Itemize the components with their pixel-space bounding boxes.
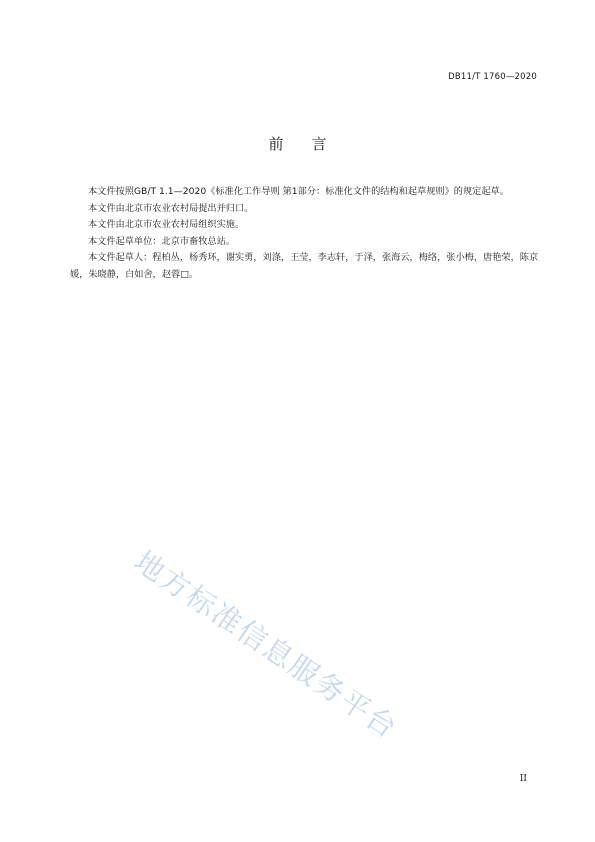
- page-title: 前言: [268, 135, 355, 153]
- watermark: 地方标准信息服务平台: [128, 544, 405, 746]
- body-text: [70, 184, 542, 284]
- page-number: II: [519, 774, 527, 784]
- paragraph: 本文件由北京市农业农村局组织实施。: [88, 219, 245, 231]
- document-code: DB11/T 1760—2020: [448, 72, 537, 82]
- paragraph: 本文件由北京市农业农村局提出并归口。: [88, 202, 254, 214]
- paragraph: 本文件起草单位：北京市畜牧总站。: [88, 235, 235, 247]
- paragraph: 本文件起草人：程柏丛，杨秀环，谢实勇，刘涤，王莹，李志轩，于泽，张海云，梅络，张小梅，唐艳荣，陈京媛，朱晓静，白如舍，赵蓉□。: [70, 252, 539, 280]
- paragraph: 本文件按照GB/T 1.1—2020《标准化工作导则 第1部分：标准化文件的结构和起草规则》的规定起草。: [88, 186, 509, 197]
